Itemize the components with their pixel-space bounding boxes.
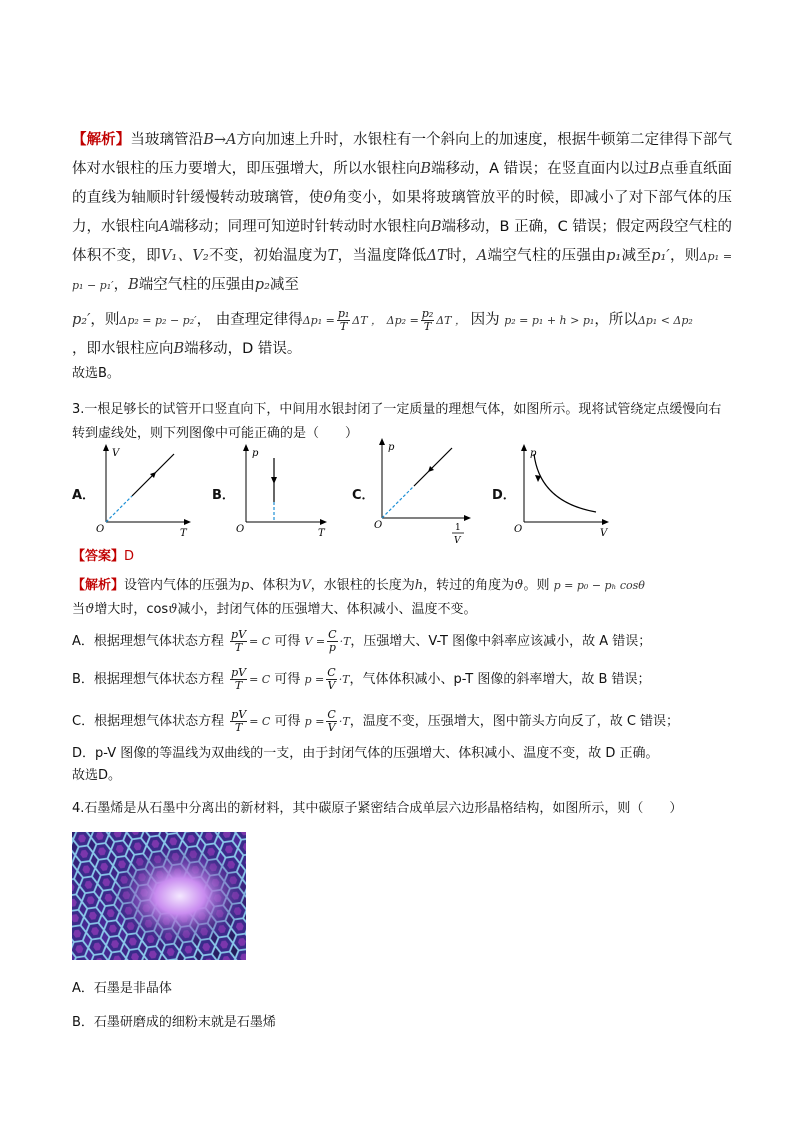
graph-b-xlabel: T bbox=[318, 528, 325, 539]
graphene-image bbox=[72, 832, 246, 960]
answer-value: D bbox=[124, 549, 135, 564]
graph-c-origin: O bbox=[374, 520, 383, 531]
graph-c-ylabel: p bbox=[388, 442, 395, 453]
graph-d-xlabel: V bbox=[600, 528, 608, 539]
analysis-label: 【解析】 bbox=[72, 132, 131, 148]
graph-d-svg bbox=[514, 444, 618, 540]
graph-a-svg bbox=[96, 444, 196, 540]
conclusion-3: 故选D。 bbox=[72, 768, 122, 783]
graph-c bbox=[374, 438, 478, 550]
graph-a bbox=[96, 444, 196, 544]
graph-d-ylabel: p bbox=[530, 448, 537, 459]
question-3-analysis: 【解析】设管内气体的压强为p、体积为V，水银柱的长度为h，转过的角度为ϑ。则 p = p₀ − pₕ cosθ 当ϑ增大时，cosϑ减小，封闭气体的压强增大、体积减小、温度不变。 bbox=[72, 578, 645, 617]
option-a-label: A． bbox=[72, 488, 96, 503]
graph-c-xlabel-den: V bbox=[454, 536, 461, 546]
option-c-label: C． bbox=[352, 488, 375, 503]
q4-option-a: A．石墨是非晶体 bbox=[72, 981, 172, 996]
graph-b-origin: O bbox=[236, 524, 245, 535]
option-b-label: B． bbox=[212, 488, 235, 503]
question-4-options bbox=[72, 975, 732, 1037]
graph-b-svg bbox=[236, 444, 336, 540]
graph-a-ylabel: V bbox=[112, 448, 120, 459]
fraction-p1-T: $\frac{\text{p₁}}{T}$ bbox=[337, 306, 350, 333]
graph-c-svg bbox=[374, 438, 478, 546]
graph-c-xlabel-num: 1 bbox=[455, 523, 461, 533]
question-3-stem: 3.一根足够长的试管开口竖直向下，中间用水银封闭了一定质量的理想气体，如图所示。现将试管绕定点缓慢向右转到虚线处，则下列图像中可能正确的是（ ） bbox=[72, 402, 722, 441]
question-3-option-a-explain: A．根据理想气体状态方程 $\frac{pV}{T}$ = C 可得 V = $\frac{C}{p}$ ·T，压强增大、V-T 图像中斜率应该减小，故 A 错误； bbox=[72, 628, 652, 654]
question-3-answer bbox=[72, 545, 732, 569]
fraction-p2-T: $\frac{\text{p₂}}{T}$ bbox=[421, 306, 434, 333]
eq-pV-over-T: $\frac{pV}{T}$ bbox=[231, 628, 247, 654]
graph-d bbox=[514, 444, 618, 544]
answer-label: 【答案】 bbox=[72, 549, 125, 564]
analysis-paragraph-1: 【解析】当玻璃管沿B→A方向加速上升时，水银柱有一个斜向上的加速度，根据牛顿第二定律得下部气体对水银柱的压力要增大，即压强增大，所以水银柱向B端移动，A 错误；在竖直面内以过B点垂直纸面的直线为轴顺时针缓慢转动玻璃管，使θ角变小，如果将玻璃管放平的时候，即减小了对下部气体的压力，水银柱向A端移动；同理可知逆时针转动时水银柱向B端移动，B 正确，C 错误；假定两段空气柱的体积不变，即V₁、V₂不变，初始温度为T，当温度降低ΔT时，A端空气柱的压强由p₁减至p₁′，则Δp₁ = p₁ − p₁′，B端空气柱的压强由p₂减至 p₂′，则Δp₂ = p₂ − p₂′， 由查理定律得Δp₁ = $\frac{\text{p₁}}{T}$ ΔT ， Δp₂ = $\frac{\text{p₂}}{T}$ ΔT ， 因为 p₂ = p₁ + h > p₁，所以Δp₁ < Δp₂ ，即水银柱应向B端移动，D 错误。 故选B。 bbox=[72, 126, 732, 384]
question-3-option-c-explain: C．根据理想气体状态方程 $\frac{pV}{T}$ = C 可得 p = $\frac{C}{V}$ ·T，温度不变，压强增大，图中箭头方向反了，故 C 错误； bbox=[72, 708, 680, 734]
graph-b bbox=[236, 444, 336, 544]
question-4-stem: 4.石墨烯是从石墨中分离出的新材料，其中碳原子紧密结合成单层六边形晶格结构，如图所示，则（ ） bbox=[72, 801, 683, 816]
q4-option-b: B．石墨研磨成的细粉末就是石墨烯 bbox=[72, 1015, 276, 1030]
question-3-option-b-explain: B．根据理想气体状态方程 $\frac{pV}{T}$ = C 可得 p = $\frac{C}{V}$ ·T，气体体积减小、p-T 图像的斜率增大，故 B 错误； bbox=[72, 666, 651, 692]
graph-b-ylabel: p bbox=[252, 448, 259, 459]
option-d-label: D． bbox=[492, 488, 516, 503]
eq-C-over-p: $\frac{C}{p}$ bbox=[328, 628, 337, 654]
question-3-option-d-explain: D．p-V 图像的等温线为双曲线的一支，由于封闭气体的压强增大、体积减小、温度不变，故 D 正确。 故选D。 bbox=[72, 742, 732, 786]
graph-a-origin: O bbox=[96, 524, 105, 535]
graph-d-origin: O bbox=[514, 524, 523, 535]
conclusion-1: 故选B。 bbox=[72, 366, 120, 381]
graph-a-xlabel: T bbox=[180, 528, 187, 539]
